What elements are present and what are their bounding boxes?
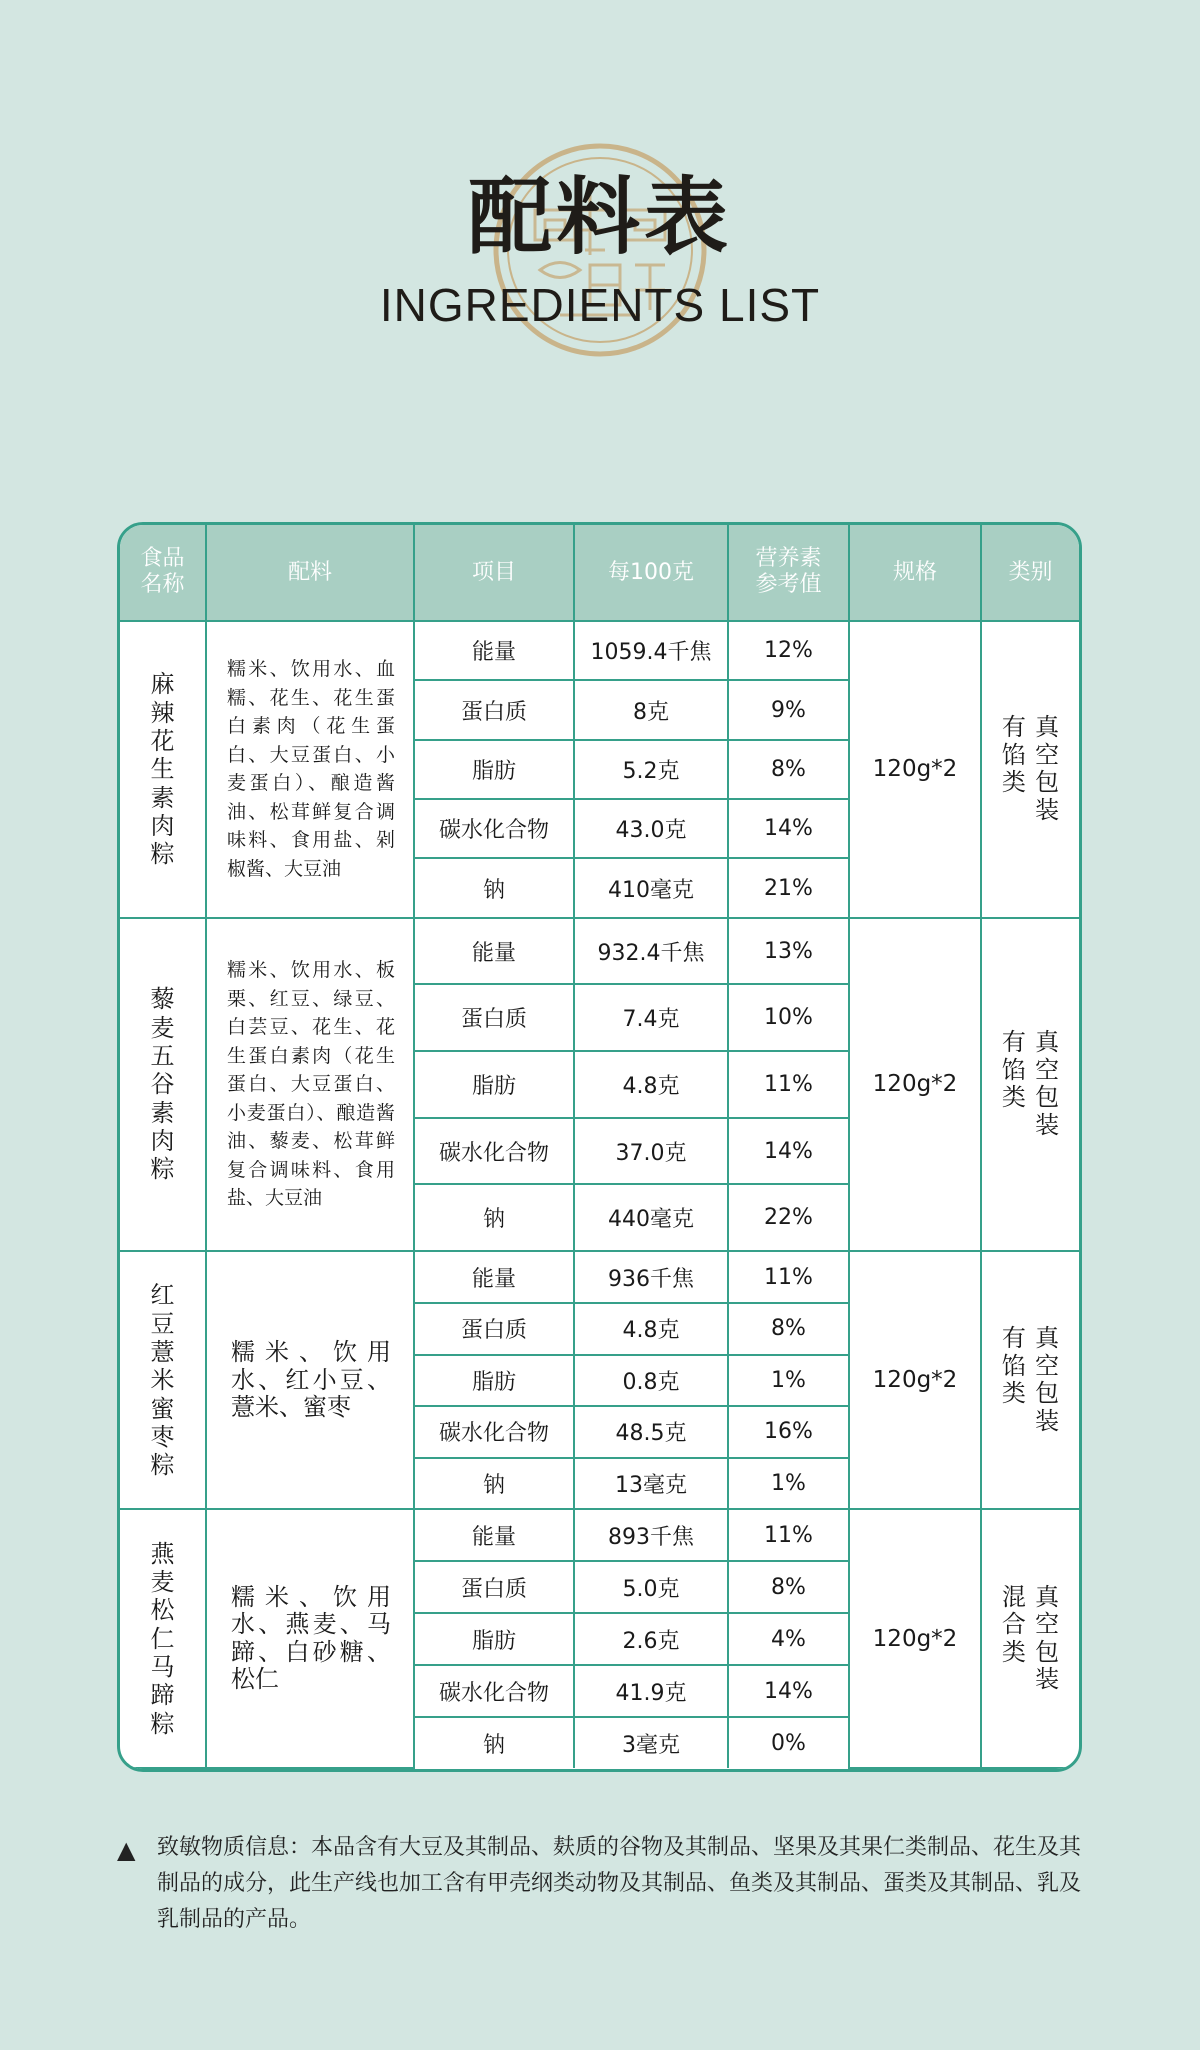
nutrient-nrv: 4% xyxy=(728,1613,849,1665)
nutrient-item: 钠 xyxy=(414,1184,574,1251)
nutrient-item: 钠 xyxy=(414,1458,574,1510)
nutrient-nrv: 22% xyxy=(728,1184,849,1251)
nutrient-nrv: 0% xyxy=(728,1717,849,1768)
product-name: 藜麦五谷素肉粽 xyxy=(120,918,206,1252)
product-spec: 120g*2 xyxy=(849,918,981,1252)
nutrient-nrv: 12% xyxy=(728,621,849,680)
page-header xyxy=(0,0,1200,380)
product-name: 红豆薏米蜜枣粽 xyxy=(120,1251,206,1509)
product-spec: 120g*2 xyxy=(849,1509,981,1768)
nutrient-nrv: 14% xyxy=(728,1665,849,1717)
nutrient-nrv: 21% xyxy=(728,858,849,917)
nutrient-nrv: 11% xyxy=(728,1251,849,1303)
nutrient-value: 8克 xyxy=(574,680,728,739)
nutrient-value: 1059.4千焦 xyxy=(574,621,728,680)
allergen-text: 致敏物质信息：本品含有大豆及其制品、麸质的谷物及其制品、坚果及其果仁类制品、花生及其制品的成分，此生产线也加工含有甲壳纲类动物及其制品、鱼类及其制品、蛋类及其制品、乳及乳制品的产品。 xyxy=(157,1835,1082,1932)
page-subtitle: INGREDIENTS LIST xyxy=(379,279,821,331)
nutrient-item: 蛋白质 xyxy=(414,1303,574,1355)
table-row xyxy=(120,621,1079,680)
product-name: 燕麦松仁马蹄粽 xyxy=(120,1509,206,1768)
nutrient-item: 能量 xyxy=(414,1509,574,1561)
col-header-per100g: 每100克 xyxy=(574,525,728,621)
nutrient-value: 932.4千焦 xyxy=(574,918,728,985)
nutrient-nrv: 8% xyxy=(728,740,849,799)
nutrient-item: 碳水化合物 xyxy=(414,1665,574,1717)
product-spec: 120g*2 xyxy=(849,621,981,918)
nutrient-nrv: 1% xyxy=(728,1355,849,1407)
nutrient-value: 2.6克 xyxy=(574,1613,728,1665)
nutrient-value: 5.0克 xyxy=(574,1561,728,1613)
nutrient-nrv: 16% xyxy=(728,1406,849,1458)
nutrient-nrv: 10% xyxy=(728,984,849,1051)
product-ingredients: 糯米、饮用水、红小豆、薏米、蜜枣 xyxy=(206,1251,414,1509)
nutrient-value: 3毫克 xyxy=(574,1717,728,1768)
nutrient-item: 脂肪 xyxy=(414,1355,574,1407)
nutrient-value: 13毫克 xyxy=(574,1458,728,1510)
nutrient-value: 43.0克 xyxy=(574,799,728,858)
nutrient-item: 碳水化合物 xyxy=(414,1118,574,1185)
nutrient-item: 脂肪 xyxy=(414,1613,574,1665)
nutrient-value: 0.8克 xyxy=(574,1355,728,1407)
product-category: 真空包装 有馅类 xyxy=(981,1251,1079,1509)
col-header-spec: 规格 xyxy=(849,525,981,621)
nutrient-value: 37.0克 xyxy=(574,1118,728,1185)
col-header-item: 项目 xyxy=(414,525,574,621)
nutrient-value: 7.4克 xyxy=(574,984,728,1051)
nutrient-value: 410毫克 xyxy=(574,858,728,917)
nutrient-nrv: 8% xyxy=(728,1303,849,1355)
nutrient-nrv: 8% xyxy=(728,1561,849,1613)
product-name: 麻辣花生素肉粽 xyxy=(120,621,206,918)
nutrient-item: 碳水化合物 xyxy=(414,1406,574,1458)
nutrient-nrv: 11% xyxy=(728,1051,849,1118)
nutrient-item: 能量 xyxy=(414,1251,574,1303)
nutrient-item: 能量 xyxy=(414,621,574,680)
nutrient-value: 936千焦 xyxy=(574,1251,728,1303)
product-category: 真空包装 有馅类 xyxy=(981,918,1079,1252)
nutrient-value: 5.2克 xyxy=(574,740,728,799)
table-row xyxy=(120,1251,1079,1303)
nutrient-item: 蛋白质 xyxy=(414,680,574,739)
product-ingredients: 糯米、饮用水、燕麦、马蹄、白砂糖、松仁 xyxy=(206,1509,414,1768)
nutrient-item: 蛋白质 xyxy=(414,1561,574,1613)
table-header-row xyxy=(120,525,1079,621)
nutrient-nrv: 14% xyxy=(728,1118,849,1185)
nutrient-item: 钠 xyxy=(414,1717,574,1768)
col-header-ingredients: 配料 xyxy=(206,525,414,621)
nutrient-item: 碳水化合物 xyxy=(414,799,574,858)
nutrient-nrv: 11% xyxy=(728,1509,849,1561)
product-spec: 120g*2 xyxy=(849,1251,981,1509)
nutrient-item: 蛋白质 xyxy=(414,984,574,1051)
col-header-nrv: 营养素参考值 xyxy=(728,525,849,621)
nutrient-item: 脂肪 xyxy=(414,1051,574,1118)
product-ingredients: 糯米、饮用水、板栗、红豆、绿豆、白芸豆、花生、花生蛋白素肉（花生蛋白、大豆蛋白、小麦蛋白）、酿造酱油、藜麦、松茸鲜复合调味料、食用盐、大豆油 xyxy=(206,918,414,1252)
nutrient-value: 48.5克 xyxy=(574,1406,728,1458)
nutrient-nrv: 14% xyxy=(728,799,849,858)
page-title: 配料表 xyxy=(467,167,732,266)
col-header-category: 类别 xyxy=(981,525,1079,621)
nutrient-nrv: 9% xyxy=(728,680,849,739)
nutrient-nrv: 1% xyxy=(728,1458,849,1510)
nutrient-value: 440毫克 xyxy=(574,1184,728,1251)
warning-triangle-icon: ▲ xyxy=(117,1836,136,1864)
table-row xyxy=(120,918,1079,985)
nutrient-nrv: 13% xyxy=(728,918,849,985)
nutrient-item: 能量 xyxy=(414,918,574,985)
ingredients-table xyxy=(117,522,1082,1772)
table-row xyxy=(120,1509,1079,1561)
col-header-name: 食品名称 xyxy=(120,525,206,621)
allergen-notice xyxy=(117,1830,1082,1938)
nutrient-item: 脂肪 xyxy=(414,740,574,799)
product-ingredients: 糯米、饮用水、血糯、花生、花生蛋白素肉（花生蛋白、大豆蛋白、小麦蛋白）、酿造酱油、松茸鲜复合调味料、食用盐、剁椒酱、大豆油 xyxy=(206,621,414,918)
nutrient-value: 4.8克 xyxy=(574,1303,728,1355)
nutrient-value: 4.8克 xyxy=(574,1051,728,1118)
nutrient-value: 893千焦 xyxy=(574,1509,728,1561)
product-category: 真空包装 有馅类 xyxy=(981,621,1079,918)
nutrient-value: 41.9克 xyxy=(574,1665,728,1717)
product-category: 真空包装 混合类 xyxy=(981,1509,1079,1768)
nutrient-item: 钠 xyxy=(414,858,574,917)
